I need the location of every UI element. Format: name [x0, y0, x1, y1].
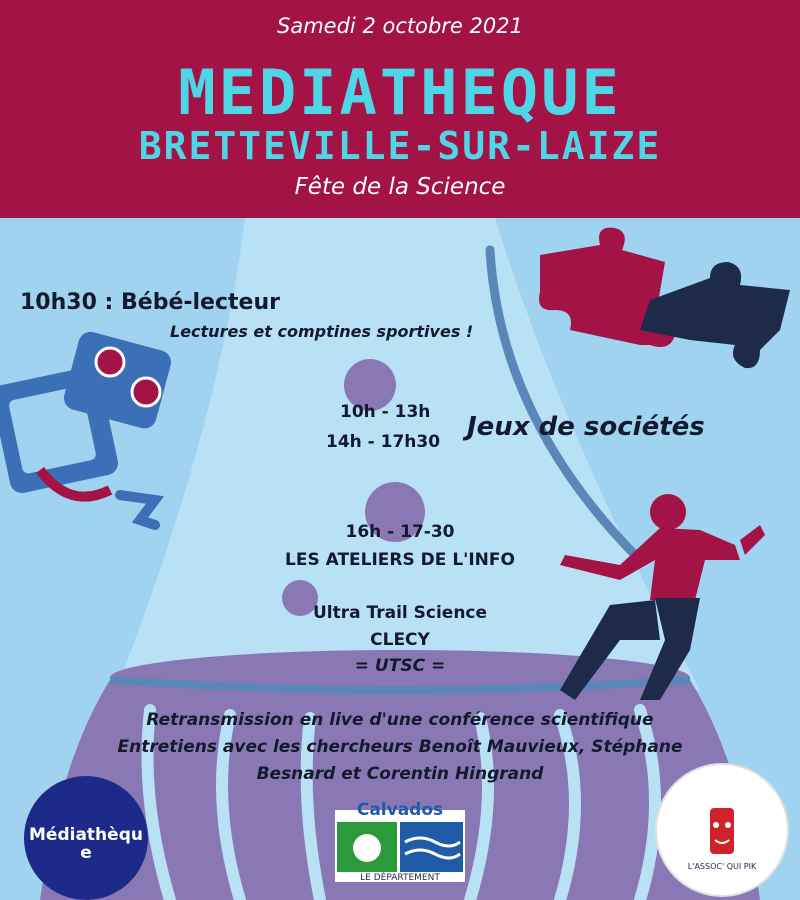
calvados-logo-subtitle: LE DÉPARTEMENT — [360, 873, 440, 883]
conference-line2: Entretiens avec les chercheurs Benoît Mauvieux, Stéphane — [117, 737, 683, 757]
assoc-logo-text: L'ASSOC' QUI PIK — [687, 862, 757, 871]
puzzle-piece-navy — [640, 262, 790, 368]
robot-illustration — [0, 329, 174, 525]
header-banner — [0, 0, 800, 218]
conference-line3: Besnard et Corentin Hingrand — [256, 764, 544, 784]
event-date: Samedi 2 octobre 2021 — [277, 14, 523, 38]
conference-line1: Retransmission en live d'une conférence scientifique — [146, 710, 654, 730]
apple-icon — [353, 834, 381, 862]
event-subtitle: Fête de la Science — [294, 174, 506, 200]
bebe-lecteur-description: Lectures et comptines sportives ! — [170, 322, 474, 341]
title-location: BRETTEVILLE-SUR-LAIZE — [138, 124, 662, 168]
ateliers-title: LES ATELIERS DE L'INFO — [285, 550, 515, 570]
mediatheque-logo-text: Médiathèque — [29, 825, 143, 863]
title-mediatheque: MEDIATHEQUE — [178, 56, 622, 129]
calvados-logo-name: Calvados — [356, 800, 444, 820]
utsc-line3: = UTSC = — [354, 656, 446, 676]
utsc-line2: CLECY — [370, 630, 430, 650]
jeux-title: Jeux de sociétés — [467, 412, 705, 442]
ateliers-time: 16h - 17-30 — [345, 522, 455, 542]
jeux-time-afternoon: 14h - 17h30 — [326, 432, 441, 452]
bebe-lecteur-title: 10h30 : Bébé-lecteur — [20, 290, 280, 315]
assoc-logo-figure — [710, 808, 734, 854]
utsc-line1: Ultra Trail Science — [312, 603, 488, 623]
jeux-time-morning: 10h - 13h — [340, 402, 431, 422]
